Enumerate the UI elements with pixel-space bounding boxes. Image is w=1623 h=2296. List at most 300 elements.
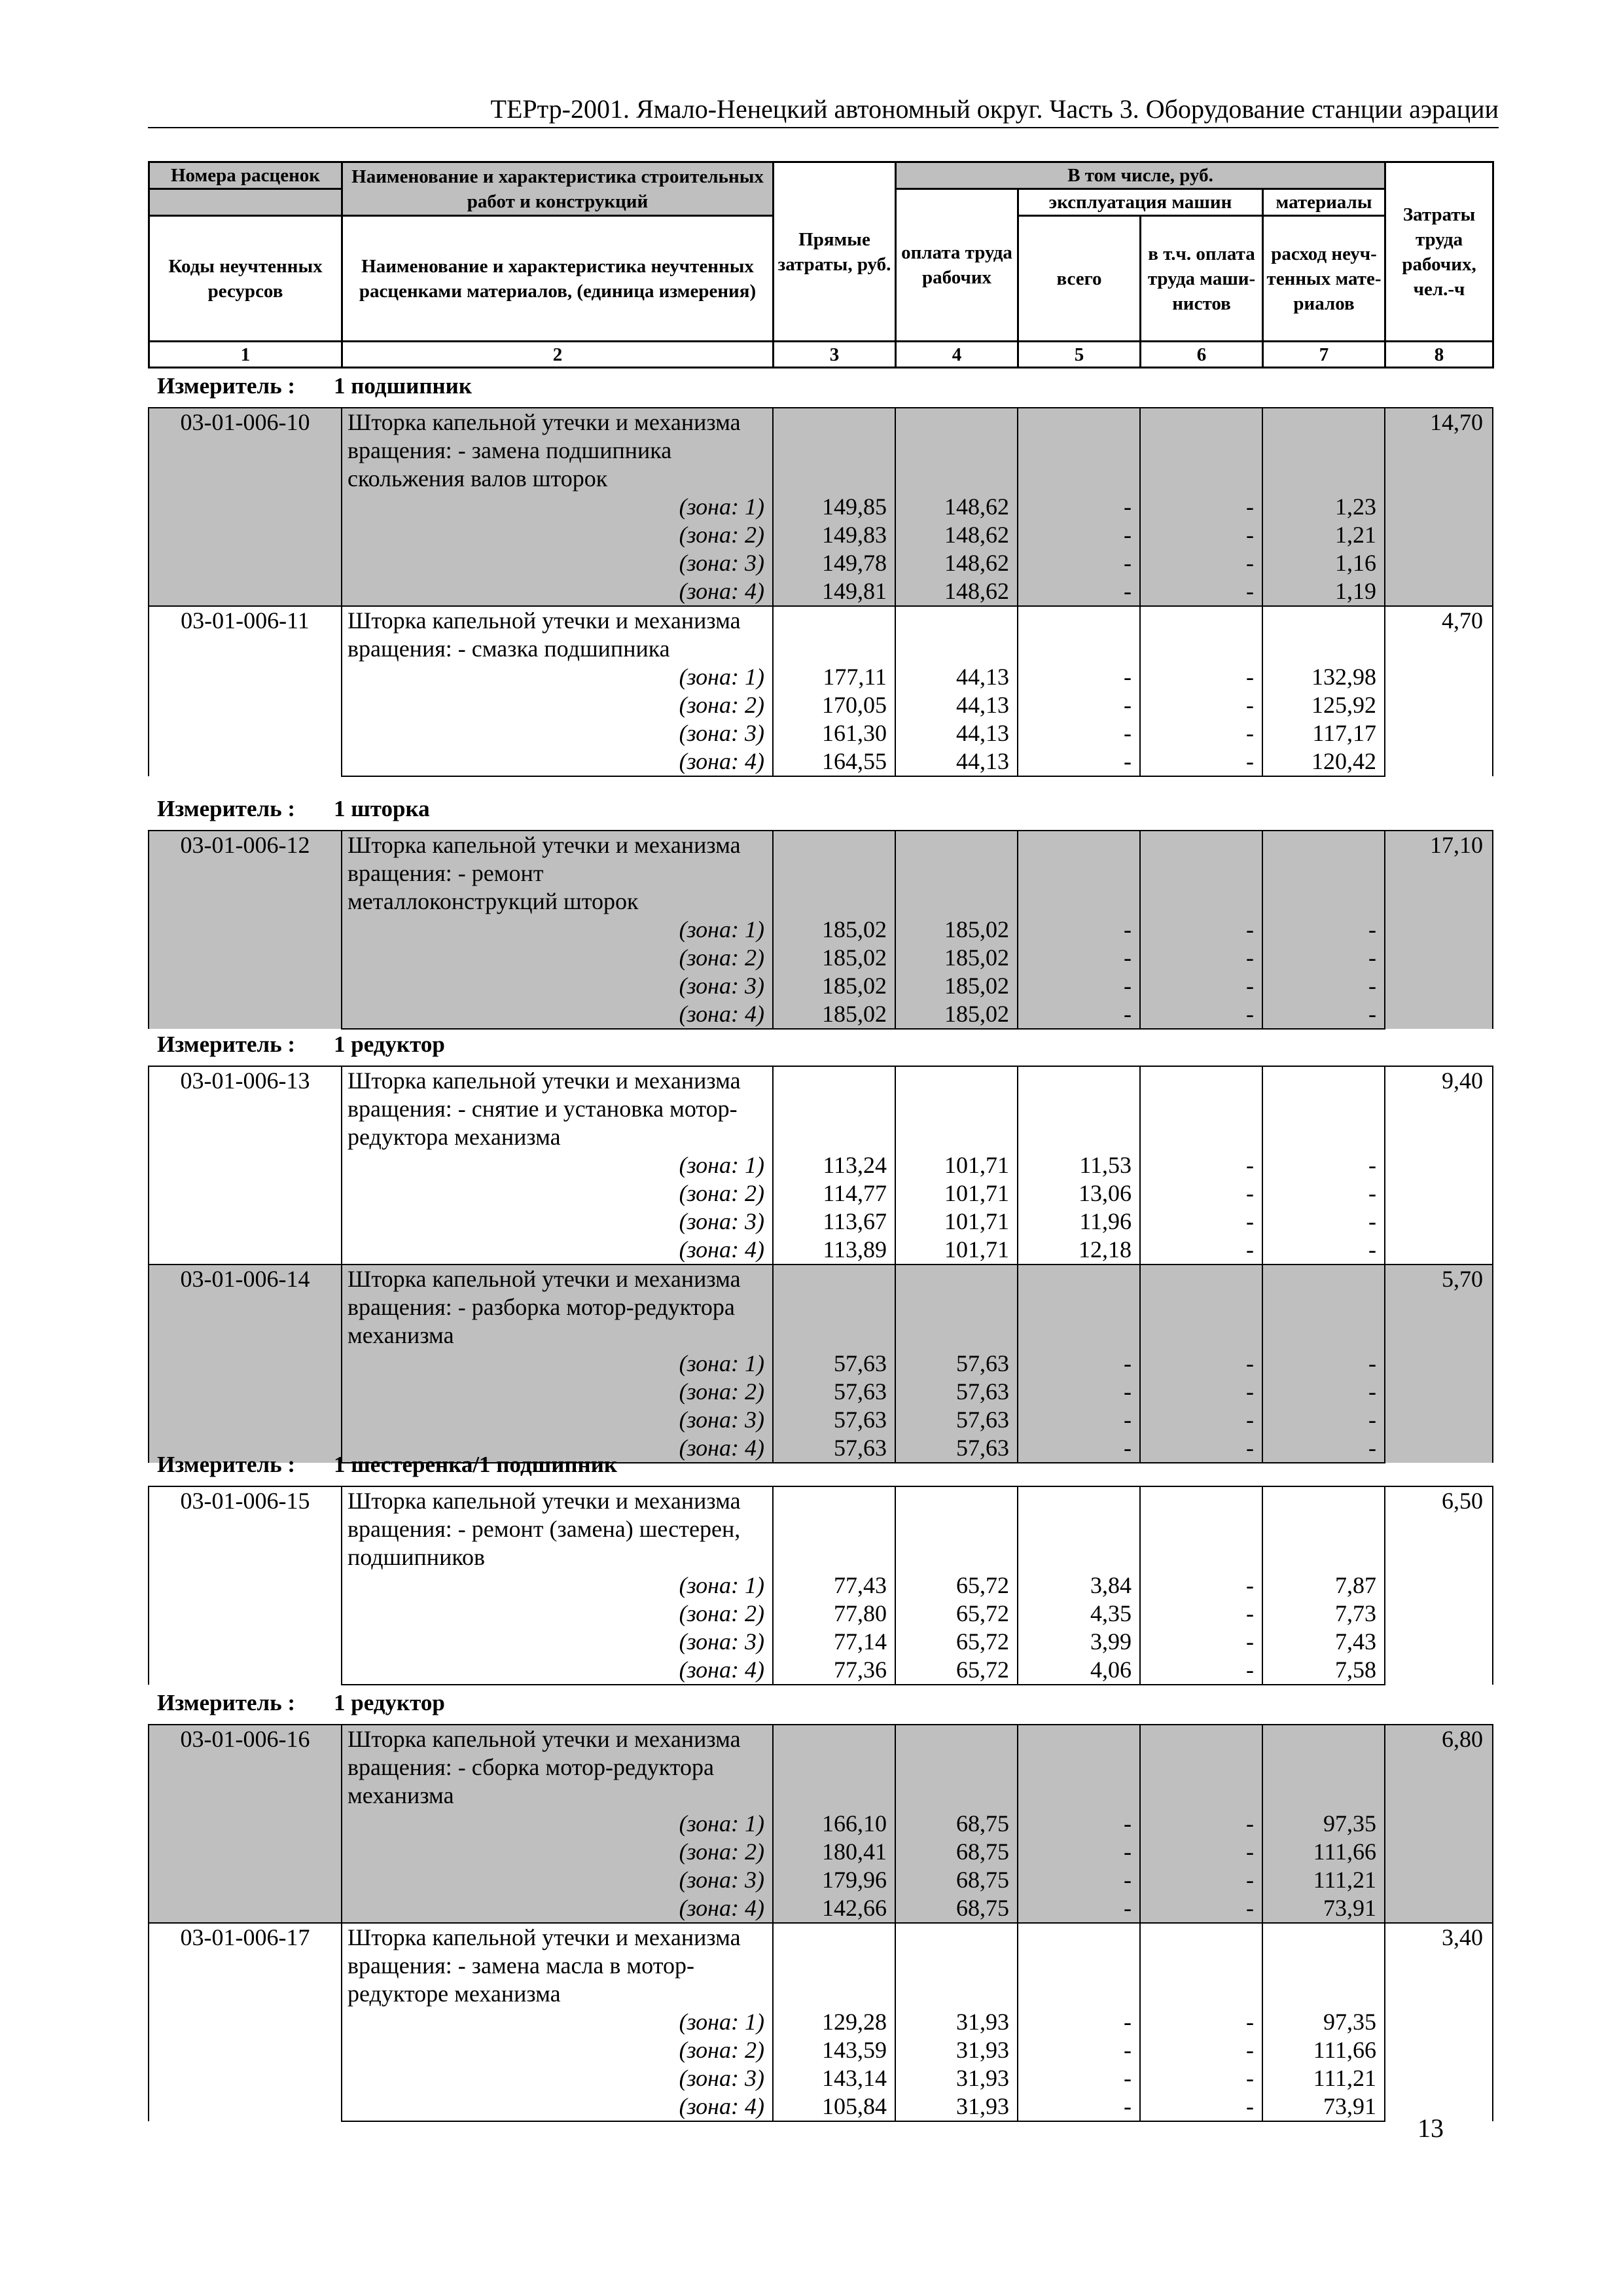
- cost-direct: 164,55: [773, 747, 895, 776]
- cost-pay: 148,62: [895, 521, 1018, 549]
- cost-machinists: -: [1140, 944, 1262, 972]
- empty-cell: [1018, 1265, 1140, 1293]
- cost-materials: 132,98: [1262, 663, 1385, 691]
- zone-label: (зона: 3): [342, 1628, 773, 1656]
- cost-machines: -: [1018, 747, 1140, 776]
- cost-direct: 77,36: [773, 1656, 895, 1685]
- cost-pay: 31,93: [895, 2008, 1018, 2036]
- rate-subrow: [149, 1179, 1493, 1208]
- cost-direct: 185,02: [773, 972, 895, 1000]
- rate-subrow: [149, 747, 1493, 776]
- empty-cell: [773, 635, 895, 663]
- cost-direct: 161,30: [773, 719, 895, 747]
- measure-unit: 1 шторка: [334, 796, 430, 821]
- cost-pay: 185,02: [895, 1000, 1018, 1029]
- empty-cell: [1262, 408, 1385, 437]
- empty-cell: [1140, 1066, 1262, 1095]
- rate-row: [149, 831, 1493, 859]
- empty-cell: [773, 606, 895, 635]
- rate-subrow: [149, 916, 1493, 944]
- labor-cost: 9,40: [1385, 1066, 1493, 1265]
- empty-cell: [1140, 831, 1262, 859]
- empty-cell: [1140, 1952, 1262, 1980]
- cost-pay: 65,72: [895, 1600, 1018, 1628]
- cost-machinists: -: [1140, 1600, 1262, 1628]
- zone-label: (зона: 4): [342, 1000, 773, 1029]
- measure-unit: 1 шестеренка/1 подшипник: [334, 1452, 618, 1477]
- zone-label: (зона: 1): [342, 663, 773, 691]
- rate-name-line: редуктора механизма: [342, 1123, 773, 1151]
- cost-machines: -: [1018, 577, 1140, 606]
- cost-direct: 129,28: [773, 2008, 895, 2036]
- zone-label: (зона: 3): [342, 2064, 773, 2092]
- rate-subrow: [149, 1753, 1493, 1782]
- rate-subrow: [149, 493, 1493, 521]
- rate-subrow: [149, 944, 1493, 972]
- empty-cell: [1262, 831, 1385, 859]
- cost-materials: -: [1262, 944, 1385, 972]
- rate-name-line: металлоконструкций шторок: [342, 888, 773, 916]
- cost-direct: 57,63: [773, 1406, 895, 1434]
- cost-pay: 185,02: [895, 944, 1018, 972]
- rate-subrow: [149, 1095, 1493, 1123]
- cost-machinists: -: [1140, 1378, 1262, 1406]
- empty-cell: [1018, 859, 1140, 888]
- rate-table: [148, 830, 1493, 1030]
- empty-cell: [773, 1515, 895, 1543]
- rate-subrow: [149, 1515, 1493, 1543]
- rate-subrow: [149, 1782, 1493, 1810]
- empty-cell: [895, 859, 1018, 888]
- empty-cell: [1018, 1980, 1140, 2008]
- rate-code: 03-01-006-16: [149, 1725, 342, 1923]
- labor-cost: 14,70: [1385, 408, 1493, 606]
- cost-machinists: -: [1140, 2036, 1262, 2064]
- cost-pay: 68,75: [895, 1894, 1018, 1923]
- cost-direct: 105,84: [773, 2092, 895, 2121]
- empty-cell: [1262, 1543, 1385, 1571]
- cost-direct: 57,63: [773, 1434, 895, 1463]
- cost-pay: 68,75: [895, 1838, 1018, 1866]
- empty-cell: [895, 1753, 1018, 1782]
- header-materials-group: материалы: [1263, 189, 1385, 216]
- cost-pay: 57,63: [895, 1434, 1018, 1463]
- rate-subrow: [149, 1838, 1493, 1866]
- table-header: [148, 161, 1494, 368]
- empty-cell: [895, 1923, 1018, 1952]
- rate-name-line: вращения: - ремонт: [342, 859, 773, 888]
- empty-cell: [773, 1952, 895, 1980]
- cost-machines: -: [1018, 549, 1140, 577]
- cost-pay: 44,13: [895, 747, 1018, 776]
- rate-subrow: [149, 888, 1493, 916]
- zone-label: (зона: 2): [342, 521, 773, 549]
- cost-pay: 31,93: [895, 2064, 1018, 2092]
- cost-pay: 101,71: [895, 1236, 1018, 1265]
- rate-subrow: [149, 719, 1493, 747]
- rate-name-line: вращения: - сборка мотор-редуктора: [342, 1753, 773, 1782]
- empty-cell: [1018, 1293, 1140, 1321]
- rate-name-line: Шторка капельной утечки и механизма: [342, 1066, 773, 1095]
- zone-label: (зона: 2): [342, 1600, 773, 1628]
- cost-machines: 4,06: [1018, 1656, 1140, 1685]
- cost-materials: 7,87: [1262, 1571, 1385, 1600]
- cost-machines: -: [1018, 663, 1140, 691]
- empty-cell: [895, 1515, 1018, 1543]
- zone-label: (зона: 1): [342, 1571, 773, 1600]
- measure-unit: 1 редуктор: [334, 1690, 445, 1715]
- cost-machinists: -: [1140, 1208, 1262, 1236]
- cost-materials: -: [1262, 1434, 1385, 1463]
- cost-machinists: -: [1140, 972, 1262, 1000]
- empty-cell: [1262, 635, 1385, 663]
- empty-cell: [1140, 1753, 1262, 1782]
- cost-machines: -: [1018, 2064, 1140, 2092]
- zone-label: (зона: 2): [342, 944, 773, 972]
- rate-subrow: [149, 1600, 1493, 1628]
- empty-cell: [773, 408, 895, 437]
- empty-cell: [1262, 1321, 1385, 1350]
- empty-cell: [895, 1293, 1018, 1321]
- rate-name-line: вращения: - замена масла в мотор-: [342, 1952, 773, 1980]
- cost-pay: 148,62: [895, 493, 1018, 521]
- empty-cell: [1140, 1095, 1262, 1123]
- empty-cell: [1140, 859, 1262, 888]
- cost-machinists: -: [1140, 2092, 1262, 2121]
- empty-cell: [895, 1980, 1018, 2008]
- cost-materials: 97,35: [1262, 1810, 1385, 1838]
- cost-direct: 149,83: [773, 521, 895, 549]
- cost-pay: 185,02: [895, 972, 1018, 1000]
- cost-direct: 142,66: [773, 1894, 895, 1923]
- empty-cell: [1262, 1753, 1385, 1782]
- rate-name-line: подшипников: [342, 1543, 773, 1571]
- rate-subrow: [149, 1378, 1493, 1406]
- cost-machinists: -: [1140, 521, 1262, 549]
- document-title: ТЕРтр-2001. Ямало-Ненецкий автономный округ. Часть 3. Оборудование станции аэрации: [490, 94, 1499, 124]
- rate-subrow: [149, 1350, 1493, 1378]
- rate-name-line: Шторка капельной утечки и механизма: [342, 1725, 773, 1753]
- empty-cell: [895, 831, 1018, 859]
- empty-cell: [1018, 888, 1140, 916]
- rate-subrow: [149, 1866, 1493, 1894]
- rate-subrow: [149, 2092, 1493, 2121]
- empty-cell: [1140, 1543, 1262, 1571]
- cost-machines: 4,35: [1018, 1600, 1140, 1628]
- measure-line: [157, 1690, 445, 1716]
- measure-line: [157, 796, 430, 822]
- empty-cell: [895, 408, 1018, 437]
- cost-machinists: -: [1140, 1434, 1262, 1463]
- rate-name-line: редукторе механизма: [342, 1980, 773, 2008]
- column-number: 4: [896, 342, 1018, 368]
- empty-cell: [1140, 1923, 1262, 1952]
- empty-cell: [1262, 465, 1385, 493]
- cost-pay: 57,63: [895, 1378, 1018, 1406]
- rate-subrow: [149, 1321, 1493, 1350]
- labor-cost: 5,70: [1385, 1265, 1493, 1463]
- empty-cell: [1140, 1980, 1262, 2008]
- rate-code: 03-01-006-10: [149, 408, 342, 606]
- empty-cell: [1262, 1782, 1385, 1810]
- empty-cell: [895, 635, 1018, 663]
- column-number: 6: [1141, 342, 1263, 368]
- cost-materials: 73,91: [1262, 1894, 1385, 1923]
- cost-direct: 149,78: [773, 549, 895, 577]
- empty-cell: [1018, 408, 1140, 437]
- empty-cell: [773, 1486, 895, 1515]
- zone-label: (зона: 4): [342, 1656, 773, 1685]
- cost-machines: -: [1018, 916, 1140, 944]
- rate-subrow: [149, 437, 1493, 465]
- zone-label: (зона: 1): [342, 916, 773, 944]
- empty-cell: [1018, 831, 1140, 859]
- empty-cell: [1140, 1486, 1262, 1515]
- empty-cell: [773, 437, 895, 465]
- cost-machines: -: [1018, 493, 1140, 521]
- cost-machines: -: [1018, 944, 1140, 972]
- labor-cost: 4,70: [1385, 606, 1493, 776]
- header-labor-pay: оплата труда рабочих: [896, 189, 1018, 342]
- empty-cell: [1140, 1123, 1262, 1151]
- empty-cell: [1018, 1486, 1140, 1515]
- cost-machines: -: [1018, 1894, 1140, 1923]
- measure-line: [157, 373, 472, 399]
- zone-label: (зона: 2): [342, 1378, 773, 1406]
- empty-cell: [1018, 1753, 1140, 1782]
- cost-machinists: -: [1140, 1179, 1262, 1208]
- zone-label: (зона: 1): [342, 1350, 773, 1378]
- rate-subrow: [149, 1151, 1493, 1179]
- zone-label: (зона: 2): [342, 691, 773, 719]
- cost-machines: -: [1018, 719, 1140, 747]
- header-name-bottom: Наименование и характеристика неучтенных расценками материалов, (единица измерения): [342, 216, 774, 342]
- cost-materials: -: [1262, 1151, 1385, 1179]
- zone-label: (зона: 4): [342, 1434, 773, 1463]
- empty-cell: [1262, 1095, 1385, 1123]
- cost-pay: 101,71: [895, 1179, 1018, 1208]
- empty-cell: [773, 1321, 895, 1350]
- cost-direct: 166,10: [773, 1810, 895, 1838]
- labor-cost: 3,40: [1385, 1923, 1493, 2121]
- cost-direct: 143,59: [773, 2036, 895, 2064]
- header-direct-costs: Прямые затраты, руб.: [774, 162, 896, 342]
- cost-direct: 113,24: [773, 1151, 895, 1179]
- rate-subrow: [149, 521, 1493, 549]
- header-including: В том числе, руб.: [896, 162, 1385, 189]
- cost-direct: 77,14: [773, 1628, 895, 1656]
- rate-name-line: Шторка капельной утечки и механизма: [342, 831, 773, 859]
- rate-subrow: [149, 972, 1493, 1000]
- cost-materials: 111,66: [1262, 1838, 1385, 1866]
- zone-label: (зона: 4): [342, 747, 773, 776]
- cost-machinists: -: [1140, 493, 1262, 521]
- measure-unit: 1 подшипник: [334, 373, 472, 399]
- empty-cell: [1262, 1515, 1385, 1543]
- cost-machinists: -: [1140, 1406, 1262, 1434]
- empty-cell: [895, 465, 1018, 493]
- cost-machines: -: [1018, 1000, 1140, 1029]
- rate-subrow: [149, 635, 1493, 663]
- rate-name-line: Шторка капельной утечки и механизма: [342, 1486, 773, 1515]
- empty-cell: [773, 1782, 895, 1810]
- cost-machinists: -: [1140, 747, 1262, 776]
- empty-cell: [1140, 1782, 1262, 1810]
- cost-machines: -: [1018, 1866, 1140, 1894]
- rate-subrow: [149, 1571, 1493, 1600]
- empty-cell: [1018, 1952, 1140, 1980]
- rate-subrow: [149, 1543, 1493, 1571]
- cost-machines: 3,84: [1018, 1571, 1140, 1600]
- measure-line: [157, 1031, 445, 1058]
- empty-cell: [773, 1923, 895, 1952]
- measure-label: Измеритель :: [157, 796, 296, 821]
- empty-cell: [1262, 1066, 1385, 1095]
- empty-cell: [1018, 1066, 1140, 1095]
- rate-name-line: вращения: - ремонт (замена) шестерен,: [342, 1515, 773, 1543]
- zone-label: (зона: 2): [342, 1838, 773, 1866]
- rate-subrow: [149, 1236, 1493, 1265]
- labor-cost: 6,80: [1385, 1725, 1493, 1923]
- cost-pay: 57,63: [895, 1406, 1018, 1434]
- rate-subrow: [149, 1123, 1493, 1151]
- cost-direct: 113,89: [773, 1236, 895, 1265]
- rate-subrow: [149, 1000, 1493, 1029]
- rate-subrow: [149, 465, 1493, 493]
- empty-cell: [1262, 606, 1385, 635]
- zone-label: (зона: 3): [342, 1866, 773, 1894]
- cost-direct: 77,80: [773, 1600, 895, 1628]
- empty-cell: [895, 1095, 1018, 1123]
- cost-materials: 97,35: [1262, 2008, 1385, 2036]
- cost-materials: 7,58: [1262, 1656, 1385, 1685]
- header-machinists-pay: в т.ч. оплата труда маши-нистов: [1141, 216, 1263, 342]
- rate-subrow: [149, 1406, 1493, 1434]
- cost-machinists: -: [1140, 691, 1262, 719]
- empty-cell: [1018, 1095, 1140, 1123]
- measure-line: [157, 1452, 617, 1478]
- rate-row: [149, 1923, 1493, 1952]
- zone-label: (зона: 3): [342, 972, 773, 1000]
- rate-name-line: Шторка капельной утечки и механизма: [342, 1923, 773, 1952]
- cost-pay: 148,62: [895, 549, 1018, 577]
- empty-cell: [1018, 437, 1140, 465]
- page-number: 13: [1418, 2113, 1444, 2143]
- rate-row: [149, 1265, 1493, 1293]
- cost-direct: 77,43: [773, 1571, 895, 1600]
- zone-label: (зона: 3): [342, 1208, 773, 1236]
- rate-table: [148, 1066, 1493, 1463]
- empty-cell: [1140, 1725, 1262, 1753]
- empty-cell: [1140, 437, 1262, 465]
- rate-subrow: [149, 691, 1493, 719]
- empty-cell: [1018, 465, 1140, 493]
- rate-subrow: [149, 1952, 1493, 1980]
- empty-cell: [773, 1543, 895, 1571]
- cost-machinists: -: [1140, 1350, 1262, 1378]
- cost-machines: -: [1018, 1810, 1140, 1838]
- header-name-top: Наименование и характеристика строительных работ и конструкций: [342, 162, 774, 216]
- empty-cell: [773, 1066, 895, 1095]
- empty-cell: [773, 1725, 895, 1753]
- cost-materials: -: [1262, 1000, 1385, 1029]
- rate-subrow: [149, 577, 1493, 606]
- rate-code: 03-01-006-11: [149, 606, 342, 776]
- header-codes-bottom: Коды неучтенных ресурсов: [149, 216, 342, 342]
- cost-direct: 57,63: [773, 1350, 895, 1378]
- empty-cell: [1018, 1321, 1140, 1350]
- rate-row: [149, 1486, 1493, 1515]
- empty-cell: [1140, 635, 1262, 663]
- empty-cell: [1140, 1265, 1262, 1293]
- column-number: 3: [774, 342, 896, 368]
- cost-materials: 111,21: [1262, 1866, 1385, 1894]
- empty-cell: [1140, 888, 1262, 916]
- labor-cost: 6,50: [1385, 1486, 1493, 1685]
- zone-label: (зона: 1): [342, 1151, 773, 1179]
- measure-unit: 1 редуктор: [334, 1031, 445, 1057]
- header-codes-gap: [149, 189, 342, 216]
- cost-pay: 57,63: [895, 1350, 1018, 1378]
- empty-cell: [1140, 1515, 1262, 1543]
- empty-cell: [895, 888, 1018, 916]
- empty-cell: [895, 1066, 1018, 1095]
- empty-cell: [1262, 888, 1385, 916]
- rate-subrow: [149, 1656, 1493, 1685]
- rate-name-line: вращения: - разборка мотор-редуктора: [342, 1293, 773, 1321]
- rate-code: 03-01-006-14: [149, 1265, 342, 1463]
- empty-cell: [895, 1725, 1018, 1753]
- cost-machines: -: [1018, 2036, 1140, 2064]
- cost-direct: 149,81: [773, 577, 895, 606]
- rate-row: [149, 606, 1493, 635]
- empty-cell: [1018, 1123, 1140, 1151]
- rate-row: [149, 1725, 1493, 1753]
- cost-materials: -: [1262, 1208, 1385, 1236]
- header-machines: эксплуатация машин: [1018, 189, 1263, 216]
- cost-direct: 149,85: [773, 493, 895, 521]
- rate-table: [148, 1486, 1493, 1685]
- cost-machinists: -: [1140, 1810, 1262, 1838]
- empty-cell: [1262, 1725, 1385, 1753]
- empty-cell: [1262, 859, 1385, 888]
- empty-cell: [895, 1952, 1018, 1980]
- empty-cell: [1018, 1515, 1140, 1543]
- cost-direct: 57,63: [773, 1378, 895, 1406]
- rate-subrow: [149, 1980, 1493, 2008]
- empty-cell: [773, 1980, 895, 2008]
- cost-materials: 120,42: [1262, 747, 1385, 776]
- header-machines-total: всего: [1018, 216, 1141, 342]
- cost-materials: 73,91: [1262, 2092, 1385, 2121]
- measure-label: Измеритель :: [157, 373, 296, 399]
- column-number: 7: [1263, 342, 1385, 368]
- cost-materials: -: [1262, 1406, 1385, 1434]
- empty-cell: [895, 1265, 1018, 1293]
- cost-machines: 13,06: [1018, 1179, 1140, 1208]
- cost-pay: 44,13: [895, 719, 1018, 747]
- rate-name-line: Шторка капельной утечки и механизма: [342, 1265, 773, 1293]
- empty-cell: [1262, 1923, 1385, 1952]
- cost-materials: 117,17: [1262, 719, 1385, 747]
- empty-cell: [1262, 1486, 1385, 1515]
- cost-materials: -: [1262, 972, 1385, 1000]
- zone-label: (зона: 4): [342, 1894, 773, 1923]
- cost-materials: -: [1262, 1350, 1385, 1378]
- cost-machines: -: [1018, 1838, 1140, 1866]
- cost-pay: 148,62: [895, 577, 1018, 606]
- rate-table: [148, 407, 1493, 777]
